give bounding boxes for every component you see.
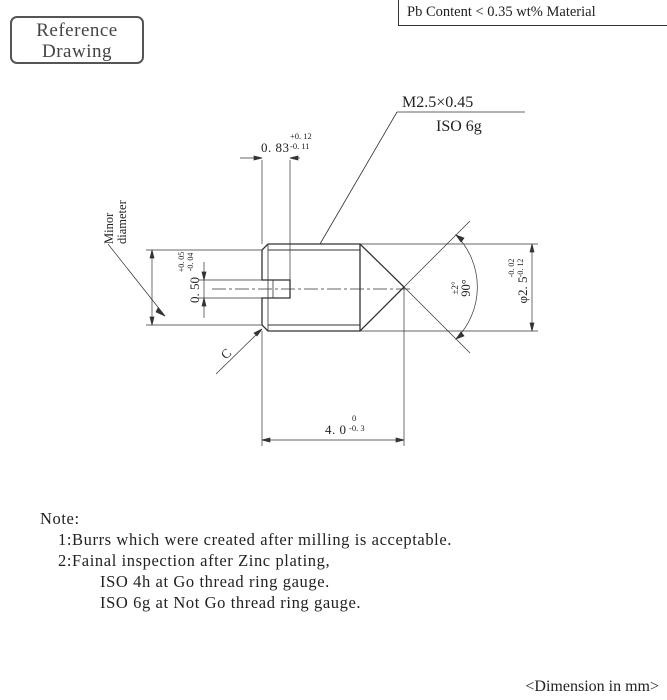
length-tol-upper: 0 <box>352 413 357 423</box>
slot-depth-tol-lower: -0. 04 <box>186 252 195 272</box>
chamfer-label: C <box>217 345 235 363</box>
slot-width-value: 0. 83 <box>261 140 290 155</box>
slot-width-tol-lower: -0. 11 <box>290 141 310 151</box>
angle-value: 90° <box>459 279 473 297</box>
slot-depth-dimension <box>198 262 262 318</box>
note-sub-item: ISO 4h at Go thread ring gauge. <box>100 572 330 591</box>
angle-tol: ±2° <box>450 281 460 295</box>
slot-depth-tol-upper: +0. 05 <box>177 251 186 273</box>
reference-label-line1: Reference <box>36 20 118 41</box>
slot-depth-value: 0. 50 <box>187 277 202 303</box>
material-note: Pb Content < 0.35 wt% Material <box>398 0 667 26</box>
slot-width-dimension <box>240 156 300 280</box>
notes-section <box>40 508 452 613</box>
minor-diameter-label-line2: diameter <box>115 200 129 244</box>
length-tol-lower: -0. 3 <box>349 423 365 433</box>
slot-width-tol-upper: +0. 12 <box>290 131 312 141</box>
note-item: 2:Fainal inspection after Zinc plating, <box>58 551 331 570</box>
thread-size: M2.5×0.45 <box>402 94 474 111</box>
length-value: 4. 0 <box>325 422 347 437</box>
minor-diameter-leader <box>108 244 165 316</box>
major-diameter-tol-lower: -0. 12 <box>516 258 525 278</box>
dimension-unit-note: <Dimension in mm> <box>525 678 659 695</box>
thread-tolerance: ISO 6g <box>436 118 482 135</box>
major-diameter-value: φ2. 5 <box>515 276 530 304</box>
thread-callout-leader <box>320 112 525 244</box>
note-sub-item: ISO 6g at Not Go thread ring gauge. <box>100 593 362 612</box>
set-screw-outline <box>262 244 404 331</box>
reference-label-line2: Drawing <box>42 41 112 62</box>
notes-heading: Note: <box>40 509 80 528</box>
note-item: 1:Burrs which were created after milling is acceptable. <box>58 530 453 549</box>
major-diameter-tol-upper: -0. 02 <box>507 258 516 278</box>
major-diameter-dimension <box>360 244 538 331</box>
minor-diameter-label-line1: Minor <box>102 212 116 244</box>
